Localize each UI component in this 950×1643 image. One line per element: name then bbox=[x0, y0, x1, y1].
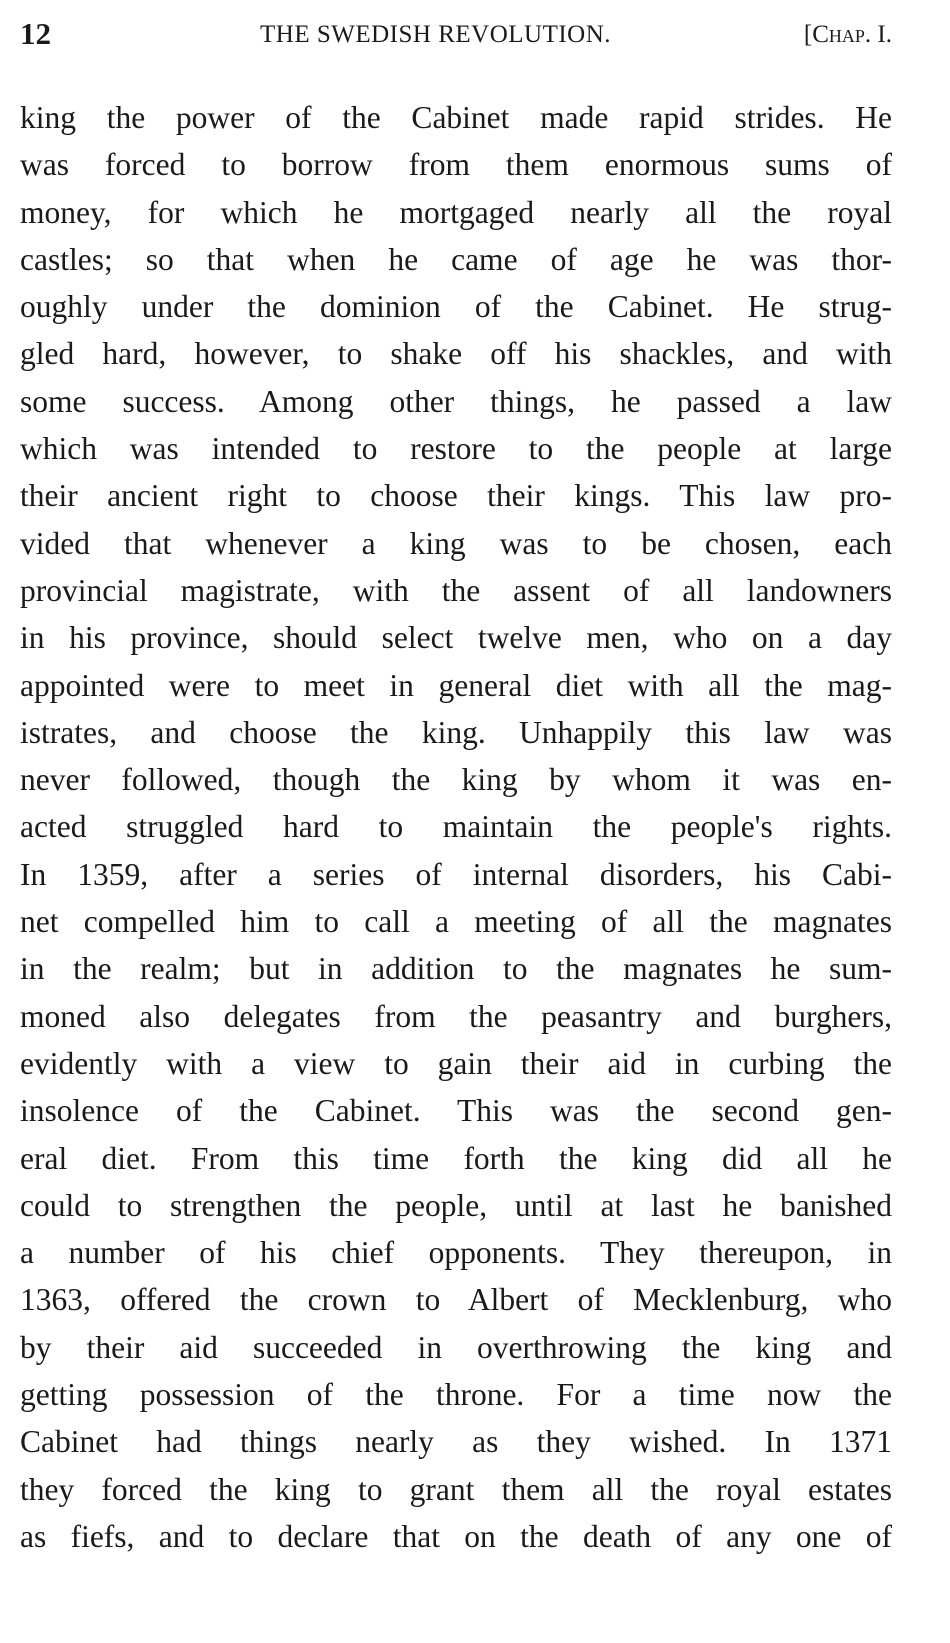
text-line: they forced the king to grant them all the royal estates bbox=[20, 1471, 892, 1507]
running-head bbox=[20, 14, 892, 58]
text-line: in the realm; but in addition to the magnates he sum- bbox=[20, 951, 892, 987]
text-line: Cabinet had things nearly as they wished. In 1371 bbox=[20, 1424, 892, 1460]
text-line: castles; so that when he came of age he was thor- bbox=[20, 241, 892, 277]
text-line: money, for which he mortgaged nearly all the royal bbox=[20, 194, 892, 230]
text-line: acted struggled hard to maintain the people's rights. bbox=[20, 809, 892, 845]
text-line: appointed were to meet in general diet with all the mag- bbox=[20, 667, 892, 703]
text-line: getting possession of the throne. For a time now the bbox=[20, 1377, 892, 1413]
text-line: vided that whenever a king was to be chosen, each bbox=[20, 525, 892, 561]
text-line: insolence of the Cabinet. This was the second gen- bbox=[20, 1093, 892, 1129]
text-line: some success. Among other things, he passed a law bbox=[20, 383, 892, 419]
text-line: as fiefs, and to declare that on the death of any one of bbox=[20, 1518, 892, 1554]
text-line: provincial magistrate, with the assent of all landowners bbox=[20, 572, 892, 608]
text-line: gled hard, however, to shake off his shackles, and with bbox=[20, 336, 892, 372]
text-line: their ancient right to choose their kings. This law pro- bbox=[20, 478, 892, 514]
text-line: king the power of the Cabinet made rapid strides. He bbox=[20, 100, 892, 135]
text-line: in his province, should select twelve men, who on a day bbox=[20, 620, 892, 656]
text-line: never followed, though the king by whom it was en- bbox=[20, 762, 892, 798]
text-line: oughly under the dominion of the Cabinet. He strug- bbox=[20, 289, 892, 325]
text-line: In 1359, after a series of internal disorders, his Cabi- bbox=[20, 856, 892, 892]
text-line: evidently with a view to gain their aid in curbing the bbox=[20, 1045, 892, 1081]
text-line: istrates, and choose the king. Unhappily this law was bbox=[20, 714, 892, 750]
body-text bbox=[20, 94, 892, 1560]
text-line: net compelled him to call a meeting of all the magnates bbox=[20, 904, 892, 940]
text-line: eral diet. From this time forth the king did all he bbox=[20, 1140, 892, 1176]
text-line: which was intended to restore to the people at large bbox=[20, 431, 892, 467]
text-line: moned also delegates from the peasantry and burghers, bbox=[20, 998, 892, 1034]
running-title: THE SWEDISH REVOLUTION. bbox=[260, 21, 612, 48]
text-line: was forced to borrow from them enormous sums of bbox=[20, 147, 892, 183]
text-line: 1363, offered the crown to Albert of Mecklenburg, who bbox=[20, 1282, 892, 1318]
text-line: could to strengthen the people, until at last he banished bbox=[20, 1187, 892, 1223]
chapter-reference: [Chap. I. bbox=[803, 21, 892, 48]
page-number: 12 bbox=[20, 16, 51, 51]
text-line: by their aid succeeded in overthrowing the king and bbox=[20, 1329, 892, 1365]
text-line: a number of his chief opponents. They thereupon, in bbox=[20, 1235, 892, 1271]
